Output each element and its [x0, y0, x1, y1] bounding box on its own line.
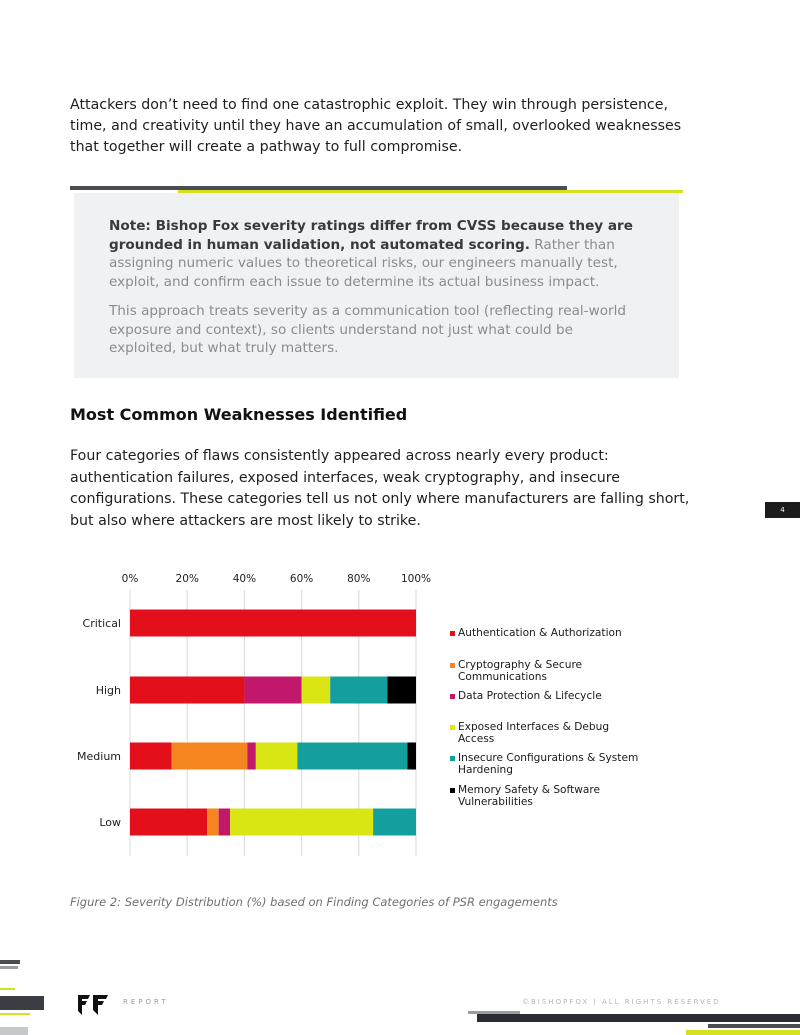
bar-segment-medium-2 — [247, 743, 256, 770]
legend-swatch — [450, 631, 455, 636]
footer-bar-right-4 — [686, 1030, 800, 1035]
bar-segment-medium-5 — [407, 743, 416, 770]
x-tick-label: 60% — [289, 573, 314, 585]
footer-bar-left-5 — [0, 1013, 30, 1015]
note-box — [74, 193, 679, 378]
footer-bar-right-2 — [477, 1014, 800, 1022]
category-label-low: Low — [99, 816, 121, 829]
footer-bar-left-3 — [0, 988, 15, 990]
x-tick-label: 100% — [400, 573, 432, 585]
bar-segment-low-3 — [230, 809, 373, 836]
bar-segment-medium-1 — [171, 743, 247, 770]
x-tick-label: 80% — [347, 573, 371, 585]
legend-label: Data Protection & Lifecycle — [458, 690, 602, 702]
intro-paragraph: Attackers don’t need to find one catastrophic exploit. They win through persistence, time, and creativity until they have an accumulation of small, overlooked weaknesses that together will create a pathway to full compromise. — [70, 97, 682, 155]
legend-label: Cryptography & Secure Communications — [458, 659, 583, 683]
footer-bar-left-1 — [0, 960, 20, 964]
bar-segment-low-0 — [130, 809, 207, 836]
bar-segment-medium-3 — [256, 743, 297, 770]
legend-label: Authentication & Authorization — [458, 627, 622, 639]
legend-swatch — [450, 694, 455, 699]
bar-segment-medium-4 — [297, 743, 407, 770]
footer-bar-right-3 — [708, 1024, 800, 1028]
category-label-critical: Critical — [82, 617, 121, 630]
bishopfox-logo-icon — [76, 993, 110, 1017]
category-label-high: High — [95, 684, 121, 697]
note-paragraph-2: This approach treats severity as a communication tool (reflecting real-world exposure and context), so clients understand not just what could be exploited, but what truly matters. — [109, 303, 627, 356]
x-tick-label: 0% — [121, 573, 139, 585]
legend-label: Exposed Interfaces & Debug Access — [458, 721, 610, 745]
bar-segment-low-4 — [373, 809, 416, 836]
footer-bar-left-6 — [0, 1027, 28, 1035]
bar-segment-high-5 — [387, 677, 416, 704]
bar-segment-high-3 — [302, 677, 331, 704]
note-text-1: Rather than assigning numeric values to theoretical risks, our engineers manually test, exploit, and confirm each issue to determine its actual business impact. — [109, 236, 618, 290]
legend-swatch — [450, 663, 455, 668]
legend-swatch — [450, 725, 455, 730]
legend-swatch — [450, 788, 455, 793]
bar-segment-high-4 — [330, 677, 387, 704]
bar-segment-low-2 — [219, 809, 230, 836]
x-tick-label: 20% — [175, 573, 199, 585]
page-number-badge: 4 — [765, 502, 800, 518]
bar-segment-high-2 — [244, 677, 301, 704]
bar-segment-high-0 — [130, 677, 244, 704]
footer-bar-left-4 — [0, 996, 44, 1010]
legend-swatch — [450, 756, 455, 761]
bar-segment-low-1 — [207, 809, 218, 836]
bar-segment-medium-0 — [130, 743, 171, 770]
legend-label: Memory Safety & Software Vulnerabilities — [458, 784, 601, 808]
note-paragraph-1 — [109, 217, 639, 291]
category-label-medium: Medium — [77, 750, 121, 763]
footer-report-label: REPORT — [123, 998, 169, 1006]
figure-caption: Figure 2: Severity Distribution (%) based on Finding Categories of PSR engagements — [70, 895, 558, 909]
severity-bar-chart — [60, 562, 440, 862]
note-bold-text: Note: Bishop Fox severity ratings differ from CVSS because they are grounded in human validation, not automated scoring. — [109, 218, 633, 253]
x-tick-label: 40% — [232, 573, 257, 585]
footer-copyright: ©BISHOPFOX | ALL RIGHTS RESERVED — [522, 998, 721, 1006]
footer-bar-left-2 — [0, 966, 18, 969]
legend-label: Insecure Configurations & System Hardening — [458, 752, 639, 776]
section-heading: Most Common Weaknesses Identified — [70, 405, 408, 424]
section-body: Four categories of flaws consistently appeared across nearly every product: authentication failures, exposed interfaces, weak cryptography, and insecure configurations. These categories tell us not only where manufacturers are falling short, but also where attackers are most likely to strike. — [70, 448, 690, 529]
bar-segment-critical-0 — [130, 610, 416, 637]
